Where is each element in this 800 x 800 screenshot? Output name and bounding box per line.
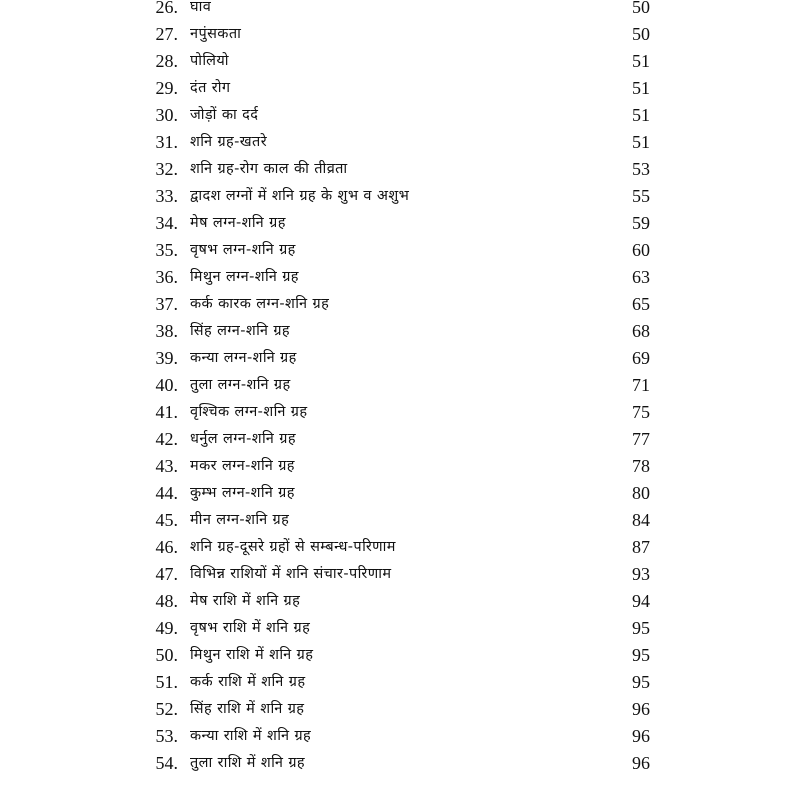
- entry-title: कुम्भ लग्न-शनि ग्रह: [190, 485, 295, 501]
- entry-number: 47.: [155, 564, 178, 584]
- entry-title: जोड़ों का दर्द: [190, 107, 259, 123]
- entry-number: 26.: [155, 0, 178, 17]
- entry-page-number: 95: [632, 645, 650, 665]
- entry-number: 40.: [155, 375, 178, 395]
- toc-entry: [0, 534, 800, 561]
- entry-page-number: 87: [632, 537, 650, 557]
- entry-page-number: 80: [632, 483, 650, 503]
- entry-title: घाव: [190, 0, 212, 15]
- entry-page-number: 65: [632, 294, 650, 314]
- entry-title: पोलियो: [190, 53, 229, 69]
- entry-page-number: 51: [632, 105, 650, 125]
- entry-page-number: 51: [632, 51, 650, 71]
- entry-title: वृश्चिक लग्न-शनि ग्रह: [190, 404, 308, 420]
- entry-title: दंत रोग: [190, 80, 231, 96]
- entry-number: 41.: [155, 402, 178, 422]
- toc-entry: [0, 0, 800, 21]
- entry-page-number: 93: [632, 564, 650, 584]
- toc-entry: [0, 588, 800, 615]
- entry-title: कर्क कारक लग्न-शनि ग्रह: [190, 296, 330, 312]
- toc-entry: [0, 237, 800, 264]
- entry-page-number: 69: [632, 348, 650, 368]
- entry-page-number: 55: [632, 186, 650, 206]
- entry-number: 27.: [155, 24, 178, 44]
- toc-entry: [0, 372, 800, 399]
- entry-number: 48.: [155, 591, 178, 611]
- toc-entry: [0, 642, 800, 669]
- toc-entry: [0, 669, 800, 696]
- entry-number: 30.: [155, 105, 178, 125]
- toc-entry: [0, 291, 800, 318]
- entry-number: 46.: [155, 537, 178, 557]
- entry-page-number: 68: [632, 321, 650, 341]
- entry-page-number: 53: [632, 159, 650, 179]
- entry-page-number: 75: [632, 402, 650, 422]
- entry-title: कर्क राशि में शनि ग्रह: [190, 674, 306, 690]
- entry-title: शनि ग्रह-खतरे: [190, 134, 268, 150]
- entry-number: 45.: [155, 510, 178, 530]
- entry-number: 35.: [155, 240, 178, 260]
- entry-number: 50.: [155, 645, 178, 665]
- entry-number: 49.: [155, 618, 178, 638]
- entry-number: 33.: [155, 186, 178, 206]
- entry-page-number: 78: [632, 456, 650, 476]
- entry-title: कन्या राशि में शनि ग्रह: [190, 728, 312, 744]
- entry-page-number: 95: [632, 672, 650, 692]
- toc-entry: [0, 48, 800, 75]
- entry-page-number: 95: [632, 618, 650, 638]
- toc-entry: [0, 264, 800, 291]
- entry-number: 43.: [155, 456, 178, 476]
- entry-title: वृषभ लग्न-शनि ग्रह: [190, 242, 296, 258]
- entry-page-number: 77: [632, 429, 650, 449]
- entry-number: 38.: [155, 321, 178, 341]
- entry-title: वृषभ राशि में शनि ग्रह: [190, 620, 311, 636]
- toc-entry: [0, 480, 800, 507]
- entry-page-number: 50: [632, 0, 650, 17]
- toc-entry: [0, 183, 800, 210]
- entry-page-number: 60: [632, 240, 650, 260]
- toc-entry: [0, 210, 800, 237]
- entry-number: 39.: [155, 348, 178, 368]
- entry-page-number: 51: [632, 132, 650, 152]
- entry-title: मीन लग्न-शनि ग्रह: [190, 512, 290, 528]
- entry-page-number: 71: [632, 375, 650, 395]
- entry-number: 36.: [155, 267, 178, 287]
- entry-page-number: 50: [632, 24, 650, 44]
- entry-number: 37.: [155, 294, 178, 314]
- toc-entry: [0, 507, 800, 534]
- toc-entry: [0, 615, 800, 642]
- entry-title: मिथुन लग्न-शनि ग्रह: [190, 269, 299, 285]
- toc-entry: [0, 696, 800, 723]
- entry-page-number: 96: [632, 726, 650, 746]
- toc-entry: [0, 102, 800, 129]
- entry-number: 53.: [155, 726, 178, 746]
- entry-title: धर्नुल लग्न-शनि ग्रह: [190, 431, 296, 447]
- entry-title: मकर लग्न-शनि ग्रह: [190, 458, 295, 474]
- entry-title: शनि ग्रह-दूसरे ग्रहों से सम्बन्ध-परिणाम: [190, 539, 396, 555]
- toc-entry: [0, 318, 800, 345]
- toc-entry: [0, 129, 800, 156]
- entry-page-number: 59: [632, 213, 650, 233]
- entry-title: मिथुन राशि में शनि ग्रह: [190, 647, 314, 663]
- toc-entry: [0, 723, 800, 750]
- entry-title: सिंह लग्न-शनि ग्रह: [190, 323, 291, 339]
- entry-title: नपुंसकता: [190, 26, 242, 42]
- entry-number: 34.: [155, 213, 178, 233]
- entry-number: 32.: [155, 159, 178, 179]
- entry-title: मेष लग्न-शनि ग्रह: [190, 215, 286, 231]
- toc-entry: [0, 156, 800, 183]
- entry-page-number: 96: [632, 753, 650, 773]
- entry-page-number: 84: [632, 510, 650, 530]
- entry-title: सिंह राशि में शनि ग्रह: [190, 701, 305, 717]
- entry-number: 28.: [155, 51, 178, 71]
- toc-entry: [0, 75, 800, 102]
- entry-number: 42.: [155, 429, 178, 449]
- entry-page-number: 51: [632, 78, 650, 98]
- entry-page-number: 94: [632, 591, 650, 611]
- entry-number: 31.: [155, 132, 178, 152]
- toc-entry: [0, 426, 800, 453]
- entry-title: शनि ग्रह-रोग काल की तीव्रता: [190, 161, 348, 177]
- entry-number: 44.: [155, 483, 178, 503]
- entry-title: कन्या लग्न-शनि ग्रह: [190, 350, 297, 366]
- toc-entry: [0, 453, 800, 480]
- entry-title: तुला लग्न-शनि ग्रह: [190, 377, 291, 393]
- entry-title: मेष राशि में शनि ग्रह: [190, 593, 301, 609]
- entry-page-number: 96: [632, 699, 650, 719]
- toc-entry: [0, 399, 800, 426]
- entry-title: द्वादश लग्नों में शनि ग्रह के शुभ व अशुभ: [190, 188, 410, 204]
- toc-entry: [0, 750, 800, 777]
- entry-number: 54.: [155, 753, 178, 773]
- entry-number: 29.: [155, 78, 178, 98]
- toc-entry: [0, 561, 800, 588]
- entry-number: 52.: [155, 699, 178, 719]
- toc-entry: [0, 21, 800, 48]
- toc-entry: [0, 345, 800, 372]
- entry-title: तुला राशि में शनि ग्रह: [190, 755, 306, 771]
- entry-title: विभिन्न राशियों में शनि संचार-परिणाम: [190, 566, 392, 582]
- entry-number: 51.: [155, 672, 178, 692]
- entry-page-number: 63: [632, 267, 650, 287]
